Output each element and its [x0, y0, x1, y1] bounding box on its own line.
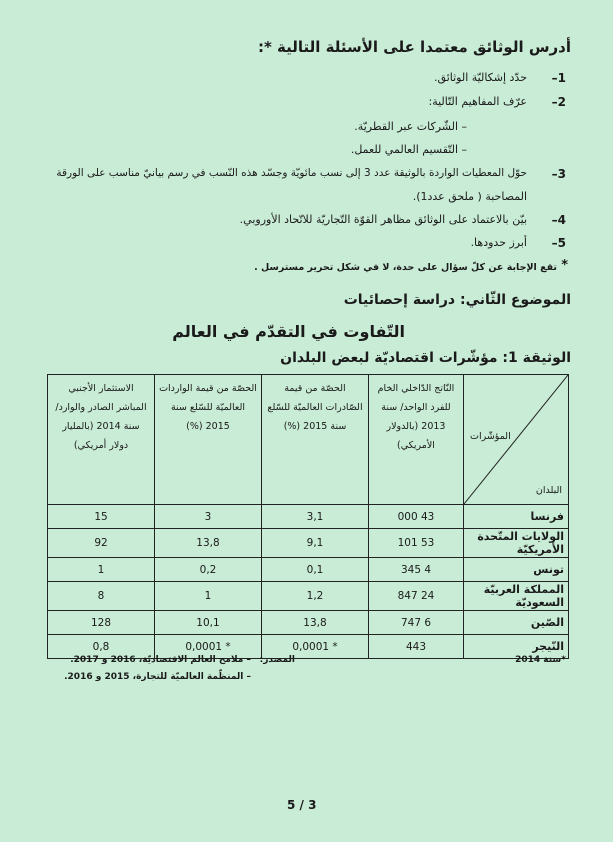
note-star: * — [561, 258, 568, 273]
country-cell: المملكة العربيّة السعوديّة — [464, 582, 569, 611]
corner-countries-label: البلدان — [535, 485, 562, 496]
question-2-number: 2– — [551, 95, 566, 109]
fdi-cell: 128 — [48, 611, 155, 635]
indicators-table — [47, 374, 569, 659]
table-row — [48, 505, 569, 529]
fdi-cell: 1 — [48, 558, 155, 582]
fdi-cell: 92 — [48, 529, 155, 558]
question-1-text: حدّد إشكاليّة الوثائق. — [434, 71, 527, 84]
question-2-item-1: – الشّركات عبر القطريّة. — [354, 120, 467, 133]
source-2: – المنظّمة العالميّة للتجارة، 2015 و 2016. — [64, 672, 251, 682]
header-gdp: النّاتج الدّاخلي الخام للفرد الواحد/ سنة 2013 (بالدولار الأمريكي) — [369, 375, 464, 505]
question-5-number: 5– — [551, 236, 566, 250]
imports-cell: 0,2 — [155, 558, 262, 582]
gdp-cell: 443 — [369, 635, 464, 659]
header-imports: الحصّة من قيمة الواردات العالميّة للسّلع سنة 2015 (%) — [155, 375, 262, 505]
table-row — [48, 582, 569, 611]
gdp-cell: 53 101 — [369, 529, 464, 558]
exports-cell: 9,1 — [262, 529, 369, 558]
question-3-text-cont: المصاحبة ( ملحق عدد1). — [412, 190, 527, 203]
exports-cell: 1,2 — [262, 582, 369, 611]
question-3-text: حوّل المعطيات الواردة بالوثيقة عدد 3 إلى نسب مائويّة وجسّد هذه النّسب في رسم بيانيّ مناسب على الورقة — [56, 167, 527, 179]
gdp-cell: 4 345 — [369, 558, 464, 582]
country-cell: الولايات المتّحدة الأمريكيّة — [464, 529, 569, 558]
country-cell: فرنسا — [464, 505, 569, 529]
imports-cell: 10,1 — [155, 611, 262, 635]
fdi-cell: 0,8 — [48, 635, 155, 659]
table-header-row — [48, 375, 569, 505]
question-3-number: 3– — [551, 167, 566, 181]
corner-indicators-label: المؤشّرات — [470, 431, 511, 442]
exports-cell: * 0,0001 — [262, 635, 369, 659]
table-row — [48, 611, 569, 635]
question-4-text: بيّن بالاعتماد على الوثائق مظاهر القوّة التّجاريّة للاتّحاد الأوروبي. — [239, 213, 527, 226]
question-5-text: أبرز حدودها. — [470, 236, 527, 249]
sources-label: المصدر: — [259, 655, 295, 665]
topic-heading: الموضوع الثّاني: دراسة إحصائيات — [343, 292, 571, 308]
instructions-heading: أدرس الوثائق معتمدا على الأسئلة التالية *: — [257, 38, 571, 56]
country-cell: النّيجر — [464, 635, 569, 659]
gdp-cell: 24 847 — [369, 582, 464, 611]
section-title: التّفاوت في التقدّم في العالم — [172, 322, 405, 341]
fdi-cell: 15 — [48, 505, 155, 529]
question-4-number: 4– — [551, 213, 566, 227]
corner-header — [464, 375, 569, 505]
exports-cell: 13,8 — [262, 611, 369, 635]
table-row — [48, 558, 569, 582]
year-footnote: *سنة 2014 — [515, 655, 566, 665]
gdp-cell: 6 747 — [369, 611, 464, 635]
question-2-text: عرّف المفاهيم التّالية: — [428, 95, 527, 108]
imports-cell: 1 — [155, 582, 262, 611]
exports-cell: 3,1 — [262, 505, 369, 529]
exports-cell: 0,1 — [262, 558, 369, 582]
answer-note: تقع الإجابة عن كلّ سؤال على حدة، لا في شكل تحرير مسترسل . — [254, 262, 557, 273]
imports-cell: * 0,0001 — [155, 635, 262, 659]
country-cell: تونس — [464, 558, 569, 582]
fdi-cell: 8 — [48, 582, 155, 611]
imports-cell: 3 — [155, 505, 262, 529]
gdp-cell: 43 000 — [369, 505, 464, 529]
question-1-number: 1– — [551, 71, 566, 85]
header-fdi: الاستثمار الأجنبي المباشر الصادر والوارد/ سنة 2014 (بالمليار دولار أمريكي) — [48, 375, 155, 505]
page-number: 5 / 3 — [287, 798, 317, 812]
imports-cell: 13,8 — [155, 529, 262, 558]
header-exports: الحصّة من قيمة الصّادرات العالميّة للسّلع سنة 2015 (%) — [262, 375, 369, 505]
country-cell: الصّين — [464, 611, 569, 635]
source-1: – ملامح العالم الاقتصاديّة، 2016 و 2017. — [70, 655, 251, 665]
document-title: الوثيقة 1: مؤشّرات اقتصاديّة لبعض البلدان — [280, 350, 571, 366]
question-2-item-2: – التّقسيم العالمي للعمل. — [350, 143, 467, 156]
table-row — [48, 529, 569, 558]
